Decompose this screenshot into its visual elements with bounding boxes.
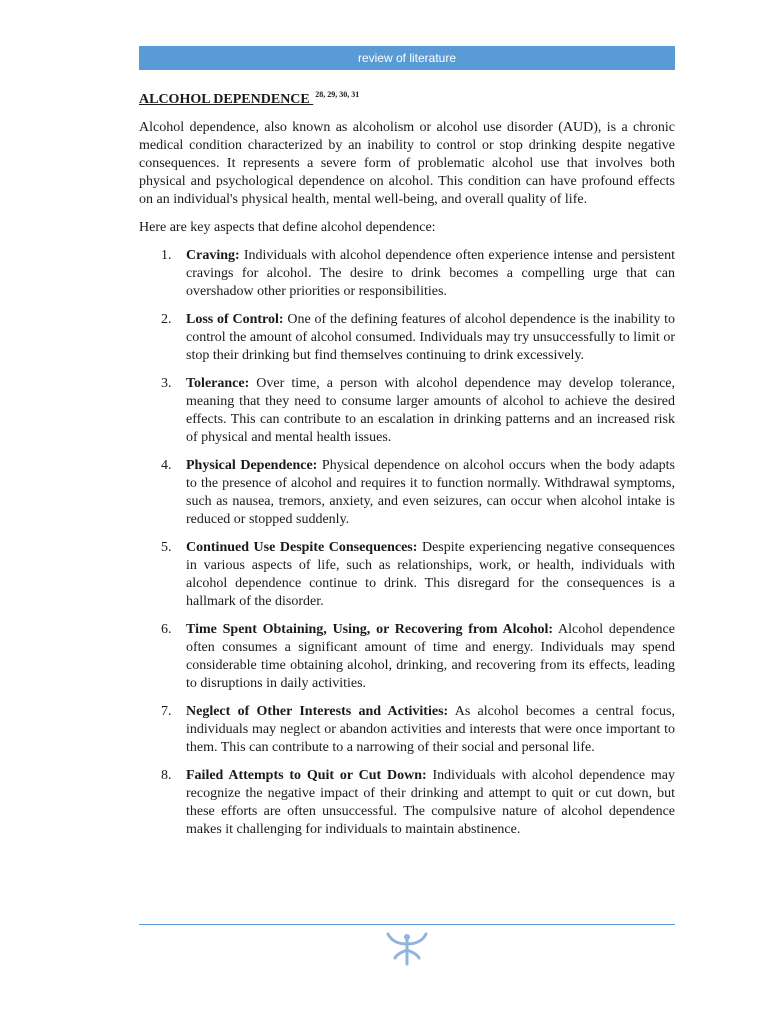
item-term: Failed Attempts to Quit or Cut Down: (186, 768, 427, 783)
item-text: Individuals with alcohol dependence may recognize the negative impact of their drinking and attempt to quit or cut down, but these efforts are often unsuccessful. The compulsive nature of alcohol dependence makes it challenging for individuals to maintain abstinence. (186, 768, 676, 837)
caduceus-logo-icon (386, 932, 428, 966)
list-item (139, 539, 675, 611)
list-item (139, 621, 675, 693)
item-term: Craving: (186, 248, 240, 263)
list-item (139, 311, 675, 365)
footer-rule (139, 924, 675, 925)
item-text: One of the defining features of alcohol dependence is the inability to control the amount of alcohol consumed. Individuals may try unsuccessfully to limit or stop their drinking but find themselves continuing to drink excessively. (186, 312, 676, 363)
item-term: Neglect of Other Interests and Activities: (186, 704, 449, 719)
lead-paragraph: Here are key aspects that define alcohol dependence: (139, 220, 436, 235)
item-number: 1. (161, 248, 172, 263)
intro-paragraph: Alcohol dependence, also known as alcoholism or alcohol use disorder (AUD), is a chronic medical condition characterized by an inability to control or stop drinking despite negative consequences. It represents a severe form of problematic alcohol use that involves both physical and psychological dependence on alcohol. This condition can have profound effects on an individual's physical health, mental well-being, and overall quality of life. (139, 120, 675, 207)
item-text: Individuals with alcohol dependence often experience intense and persistent cravings for alcohol. The desire to drink becomes a compelling urge that can overshadow other priorities or responsibilities. (186, 248, 675, 299)
running-header: review of literature (139, 46, 675, 70)
item-number: 3. (161, 376, 172, 391)
item-number: 8. (161, 768, 172, 783)
item-term: Loss of Control: (186, 312, 284, 327)
item-term: Continued Use Despite Consequences: (186, 540, 418, 555)
item-term: Time Spent Obtaining, Using, or Recovering from Alcohol: (186, 622, 554, 637)
item-term: Physical Dependence: (186, 458, 318, 473)
item-term: Tolerance: (186, 376, 250, 391)
section-title-text: ALCOHOL DEPENDENCE (139, 92, 310, 107)
aspects-list (139, 247, 675, 839)
page-body (139, 86, 675, 849)
item-text: Physical dependence on alcohol occurs when the body adapts to the presence of alcohol and requires it to function normally. Withdrawal symptoms, such as nausea, tremors, anxiety, and even seizures, can occur when alcohol intake is reduced or stopped suddenly. (186, 458, 675, 527)
item-number: 4. (161, 458, 172, 473)
citation-superscript: 28, 29, 30, 31 (315, 90, 360, 99)
list-item (139, 247, 675, 301)
item-text: Alcohol dependence often consumes a significant amount of time and energy. Individuals may spend considerable time obtaining alcohol, drinking, and recovering from its effects, leading to disruptions in daily activities. (186, 622, 675, 691)
list-item (139, 375, 675, 447)
list-item (139, 703, 675, 757)
item-number: 2. (161, 312, 172, 327)
list-item (139, 767, 675, 839)
section-title (139, 86, 675, 109)
item-text: As alcohol becomes a central focus, individuals may neglect or abandon activities and interests that were once important to them. This can contribute to a narrowing of their social and personal life. (186, 704, 675, 755)
item-text: Despite experiencing negative consequences in various aspects of life, such as relationships, work, or health, individuals with alcohol dependence continue to drink. This disregard for the consequences is a hallmark of the disorder. (186, 540, 676, 609)
item-number: 6. (161, 622, 172, 637)
list-item (139, 457, 675, 529)
item-number: 5. (161, 540, 172, 555)
item-text: Over time, a person with alcohol dependence may develop tolerance, meaning that they need to consume larger amounts of alcohol to achieve the desired effects. This can contribute to an escalation in drinking patterns and an increased risk of physical and mental health issues. (186, 376, 675, 445)
item-number: 7. (161, 704, 172, 719)
